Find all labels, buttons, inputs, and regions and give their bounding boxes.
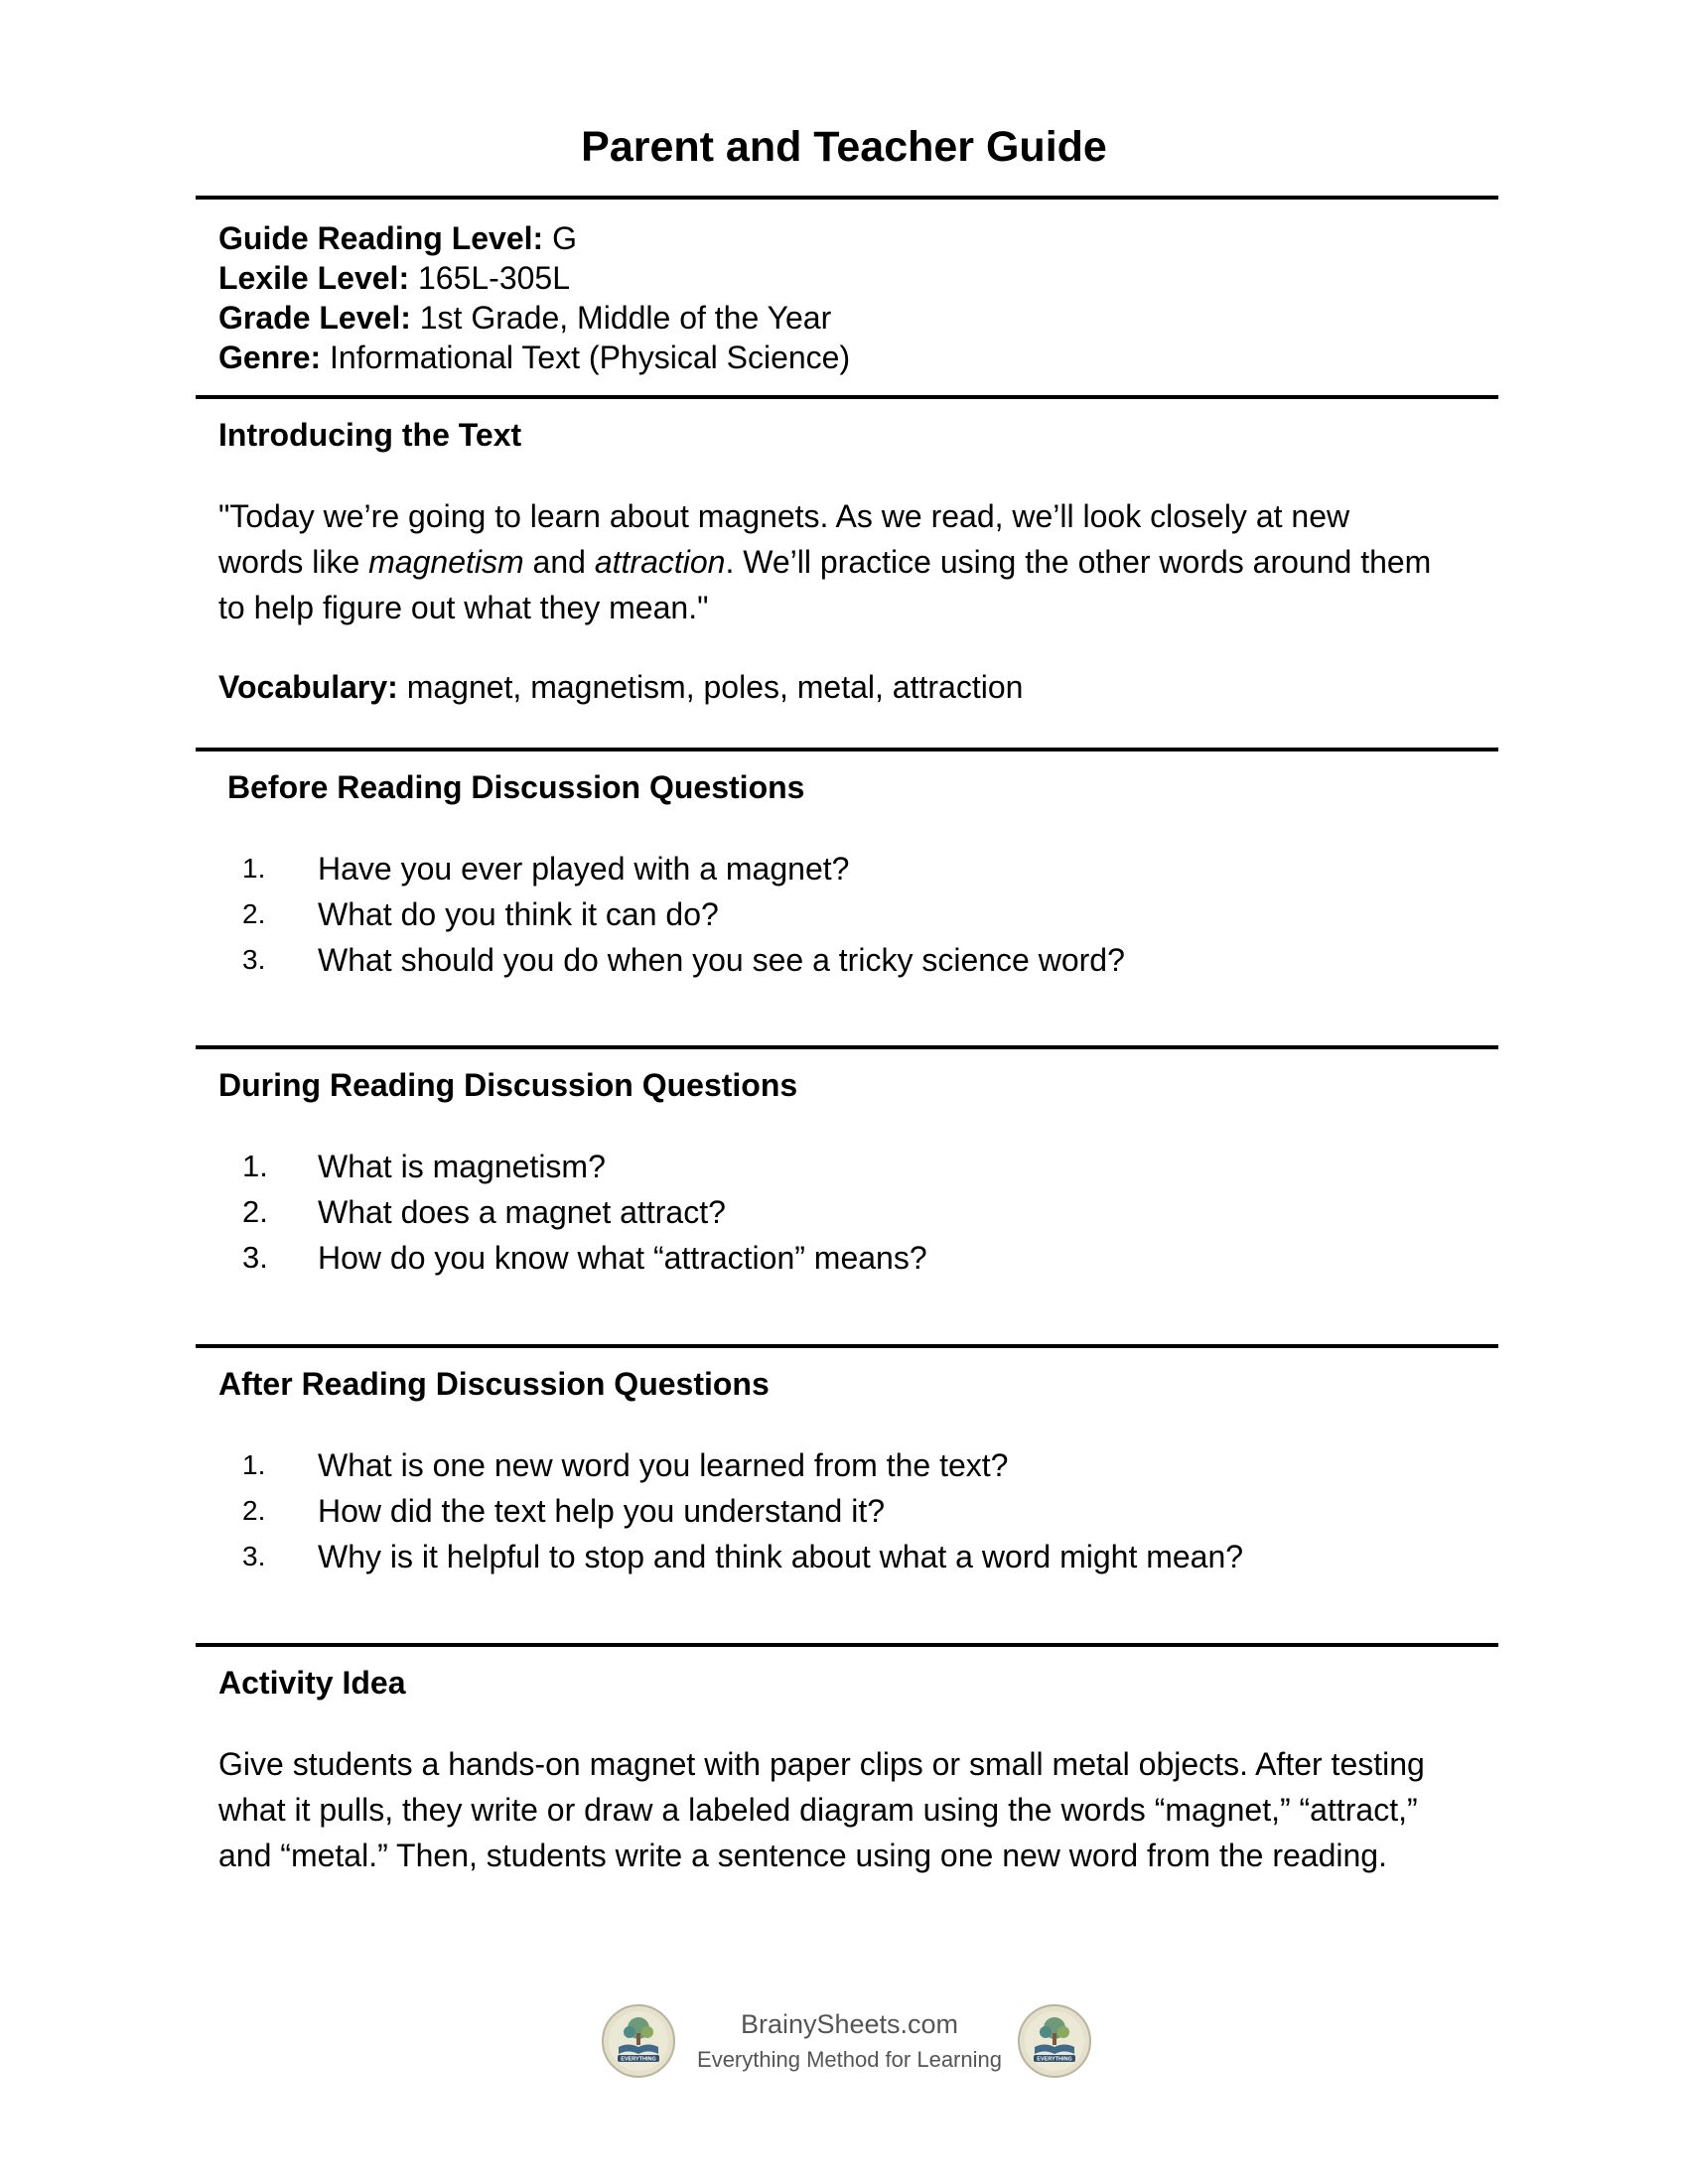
divider (196, 1045, 1498, 1049)
divider (196, 1344, 1498, 1348)
after-reading-list (218, 1442, 1489, 1579)
activity-heading: Activity Idea (218, 1665, 406, 1701)
page-title: Parent and Teacher Guide (581, 123, 1107, 171)
divider (196, 395, 1498, 399)
meta-genre: Genre: Informational Text (Physical Science) (218, 340, 851, 375)
list-item: 2. How did the text help you understand it? (242, 1493, 886, 1529)
book-tree-logo-icon (1017, 2003, 1092, 2079)
divider (196, 1643, 1498, 1647)
vocabulary-line: Vocabulary: magnet, magnetism, poles, metal, attraction (218, 669, 1024, 705)
list-item: 2. What do you think it can do? (242, 896, 719, 932)
divider (196, 196, 1498, 200)
list-item: 2. What does a magnet attract? (242, 1194, 726, 1230)
after-reading-heading: After Reading Discussion Questions (218, 1366, 770, 1402)
list-item: 1. What is one new word you learned from the text? (242, 1447, 1009, 1483)
footer-tagline: Everything Method for Learning (697, 2047, 1002, 2072)
reading-level-info (218, 218, 1489, 377)
divider (196, 748, 1498, 751)
footer-site: BrainySheets.com (740, 2009, 959, 2039)
activity-paragraph: Give students a hands-on magnet with paper clips or small metal objects. After testing what it pulls, they write or draw a labeled diagram using the words “magnet,” “attract,” and “metal.” Then, students write a sentence using one new word from the reading. (218, 1746, 1425, 1873)
before-reading-list (218, 846, 1489, 983)
svg-text:EVERYTHING: EVERYTHING (1037, 2056, 1072, 2063)
meta-lexile-level: Lexile Level: 165L-305L (218, 260, 571, 296)
intro-paragraph: "Today we’re going to learn about magnets. As we read, we’ll look closely at new words like magnetism and attraction. We’ll practice using the other words around them to help figure out what they mean." (218, 498, 1432, 625)
list-item: 3. How do you know what “attraction” means? (242, 1240, 927, 1276)
meta-grade-level: Grade Level: 1st Grade, Middle of the Year (218, 300, 832, 336)
list-item: 3. What should you do when you see a tricky science word? (242, 942, 1125, 978)
list-item: 1. What is magnetism? (242, 1149, 606, 1184)
meta-guide-reading-level: Guide Reading Level: G (218, 220, 577, 256)
during-reading-list (218, 1144, 1489, 1281)
list-item: 1. Have you ever played with a magnet? (242, 851, 850, 887)
svg-text:EVERYTHING: EVERYTHING (621, 2056, 656, 2063)
intro-heading: Introducing the Text (218, 417, 522, 453)
book-tree-logo-icon (601, 2003, 676, 2079)
footer (601, 2003, 1092, 2083)
before-reading-heading: Before Reading Discussion Questions (227, 769, 805, 805)
during-reading-heading: During Reading Discussion Questions (218, 1067, 798, 1103)
list-item: 3. Why is it helpful to stop and think about what a word might mean? (242, 1539, 1244, 1574)
